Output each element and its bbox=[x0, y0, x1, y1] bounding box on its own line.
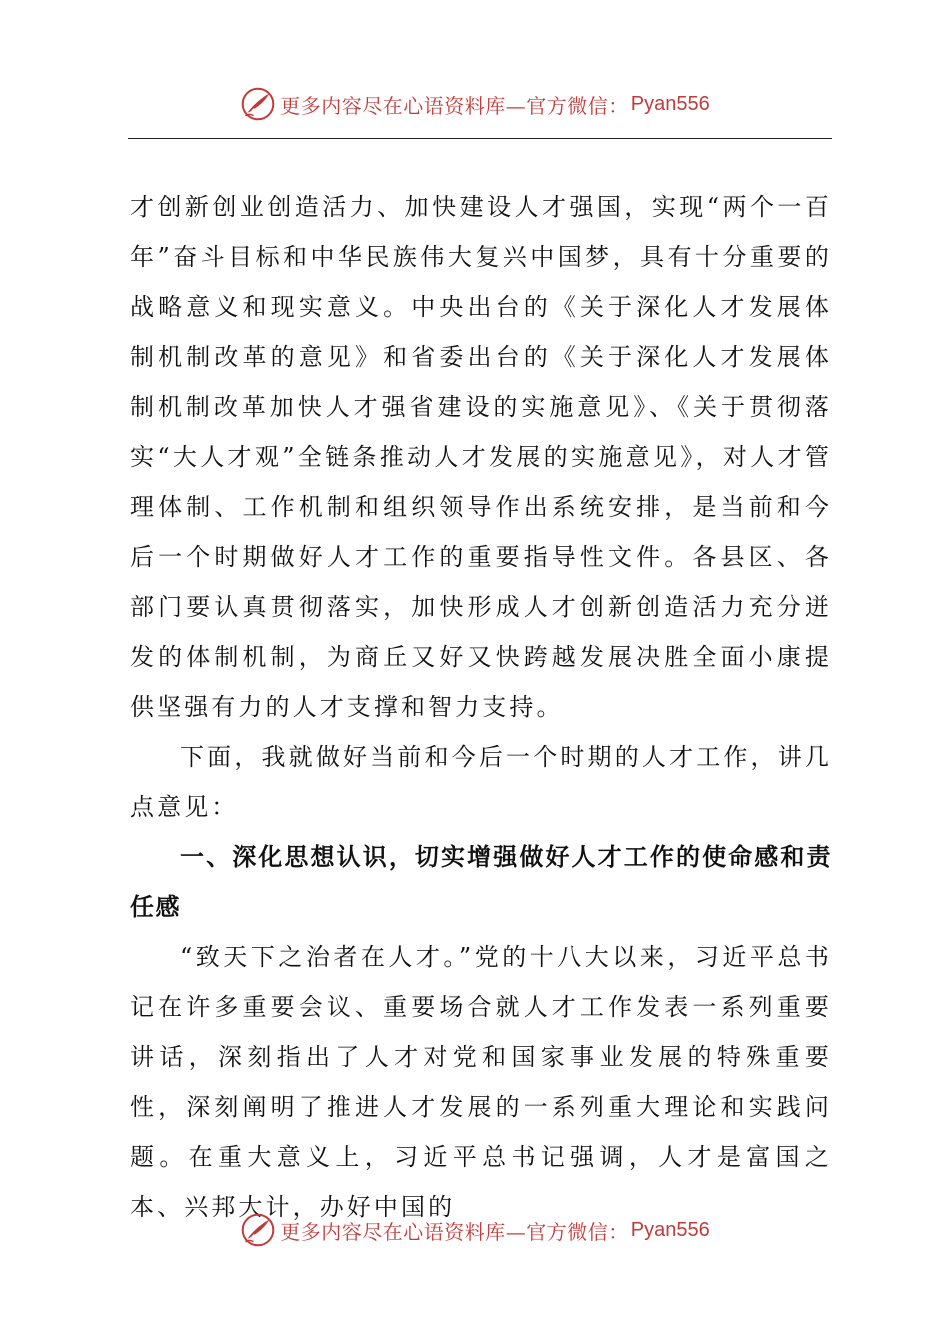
header-divider bbox=[128, 138, 832, 139]
section-heading-1: 一、深化思想认识，切实增强做好人才工作的使命感和责任感 bbox=[130, 843, 832, 921]
footer-wechat-id: Pyan556 bbox=[630, 1218, 710, 1241]
header-wechat-id: Pyan556 bbox=[630, 92, 710, 115]
page-header bbox=[0, 82, 950, 126]
page-footer bbox=[0, 1208, 950, 1252]
header-brand-text: 更多内容尽在心语资料库—官方微信： bbox=[280, 93, 629, 118]
paragraph-3: “致天下之治者在人才。”党的十八大以来，习近平总书记在许多重要会议、重要场合就人才工作发表一系列重要讲话，深刻指出了人才对党和国家事业发展的特殊重要性，深刻阐明了推进人才发展的一系列重大理论和实践问题。在重大意义上，习近平总书记强调，人才是富国之本、兴邦大计，办好中国的 bbox=[130, 943, 832, 1221]
document-body bbox=[130, 182, 832, 1232]
footer-brand-text: 更多内容尽在心语资料库—官方微信： bbox=[280, 1219, 629, 1244]
quill-pen-logo-icon bbox=[240, 1212, 276, 1248]
paragraph-1: 才创新创业创造活力、加快建设人才强国，实现“两个一百年”奋斗目标和中华民族伟大复兴中国梦，具有十分重要的战略意义和现实意义。中央出台的《关于深化人才发展体制机制改革的意见》和省委出台的《关于深化人才发展体制机制改革加快人才强省建设的实施意见》、《关于贯彻落实“大人才观”全链条推动人才发展的实施意见》，对人才管理体制、工作机制和组织领导作出系统安排，是当前和今后一个时期做好人才工作的重要指导性文件。各县区、各部门要认真贯彻落实，加快形成人才创新创造活力充分迸发的体制机制，为商丘又好又快跨越发展决胜全面小康提供坚强有力的人才支撑和智力支持。 bbox=[130, 193, 832, 721]
quill-pen-logo-icon bbox=[240, 86, 276, 122]
paragraph-2: 下面，我就做好当前和今后一个时期的人才工作，讲几点意见： bbox=[130, 743, 832, 821]
